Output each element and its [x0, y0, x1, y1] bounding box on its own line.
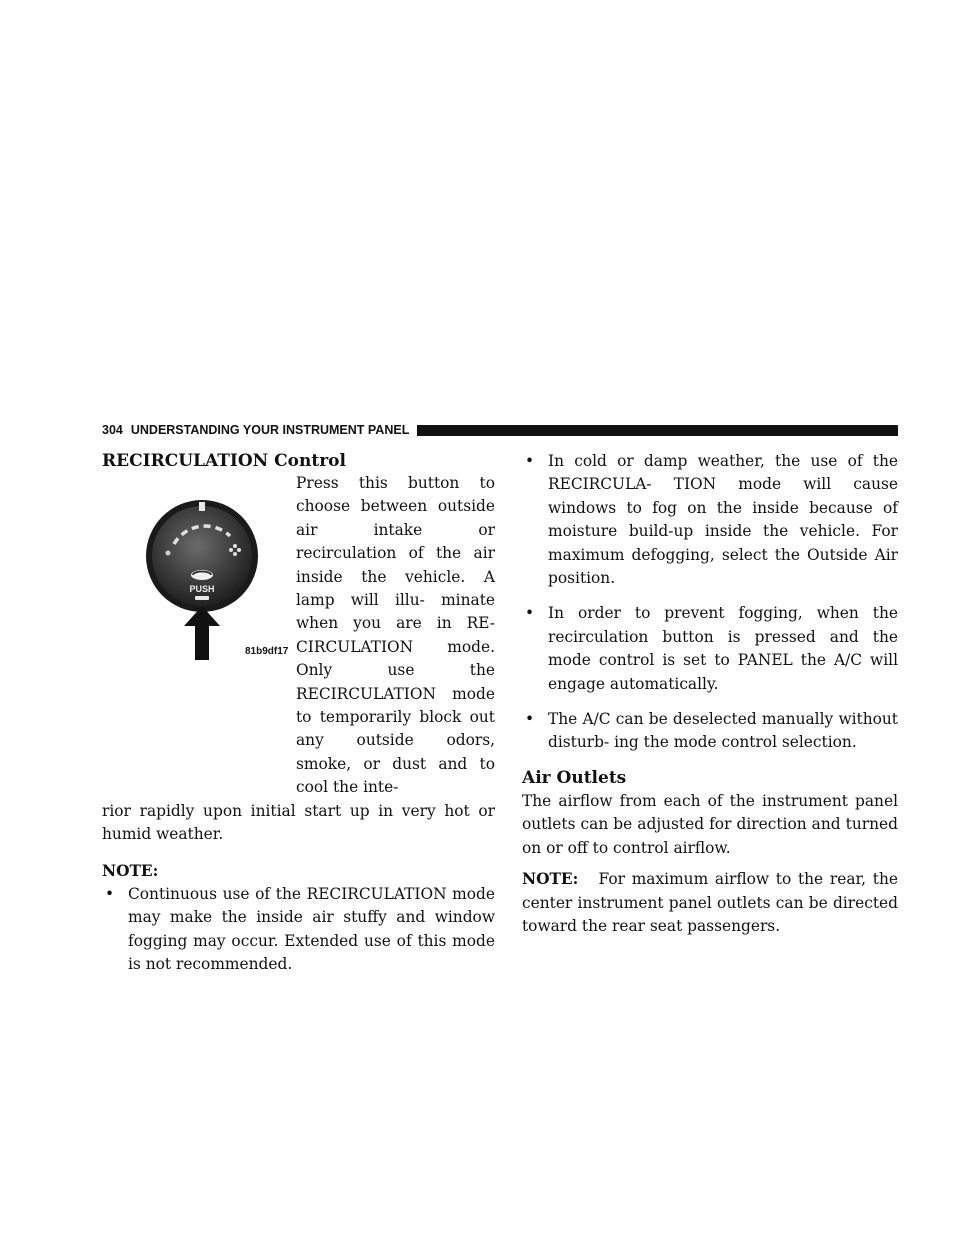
- bullet-text: In order to prevent fogging, when the recirculation button is pressed and the mode control is set to PANEL the A/C will engage automatically.: [548, 604, 898, 693]
- air-outlets-body: The airflow from each of the instrument panel outlets can be adjusted for direction and turned on or off to control airflow.: [522, 791, 898, 857]
- recirculation-icon: [191, 570, 213, 580]
- recirculation-bullets-right: [522, 450, 898, 755]
- figure-code: 81b9df17: [245, 646, 289, 657]
- recirculation-knob-illustration: [102, 474, 288, 670]
- knob-low-icon: [166, 551, 171, 556]
- note-label: NOTE:: [102, 861, 159, 880]
- push-arrow-icon: [184, 606, 220, 660]
- recirculation-lamp: [195, 596, 209, 600]
- recirculation-heading: RECIRCULATION Control: [102, 451, 346, 471]
- recirculation-intro-continued: rior rapidly upon initial start up in very hot or humid weather.: [102, 801, 495, 844]
- note-label: NOTE:: [522, 870, 579, 889]
- recirculation-button-figure: [102, 474, 288, 670]
- bullet-mark: •: [525, 452, 535, 470]
- bullet-text: In cold or damp weather, the use of the RECIRCULA- TION mode will cause windows to fog on the inside because of moisture build-up inside the vehicle. For maximum defogging, select the Outside Air position.: [548, 452, 898, 588]
- list-item: [522, 602, 898, 696]
- right-column: [522, 450, 898, 938]
- page-header: [102, 422, 898, 438]
- bullet-mark: •: [525, 710, 535, 729]
- bullet-mark: •: [105, 884, 115, 903]
- left-column: [102, 450, 495, 989]
- recirculation-bullets-left: [102, 883, 495, 977]
- air-outlets-heading: Air Outlets: [522, 767, 627, 788]
- note-text: For maximum airflow to the rear, the center instrument panel outlets can be directed toward the rear seat passengers.: [522, 870, 898, 935]
- push-label: PUSH: [189, 584, 215, 594]
- list-item: [522, 708, 898, 755]
- bullet-mark: •: [525, 604, 535, 623]
- page-number: 304: [102, 423, 123, 437]
- list-item: [102, 883, 495, 977]
- knob-top-notch: [199, 502, 205, 511]
- bullet-text: Continuous use of the RECIRCULATION mode may make the inside air stuffy and window fogging may occur. Extended use of this mode is not recommended.: [128, 884, 495, 974]
- header-rule: [417, 425, 898, 436]
- list-item: [522, 450, 898, 590]
- air-outlets-note: [522, 868, 898, 938]
- bullet-text: The A/C can be deselected manually without disturb- ing the mode control selection.: [548, 710, 898, 752]
- section-title: UNDERSTANDING YOUR INSTRUMENT PANEL: [130, 423, 410, 437]
- recirculation-intro: Press this button to choose between outside air intake or recirculation of the air inside the vehicle. A lamp will illu- minate when you are in RE- CIRCULATION mode. Only use the RECIRCULATION mode to temporarily block out any outside odors, smoke, or dust and to cool the inte-: [296, 474, 495, 797]
